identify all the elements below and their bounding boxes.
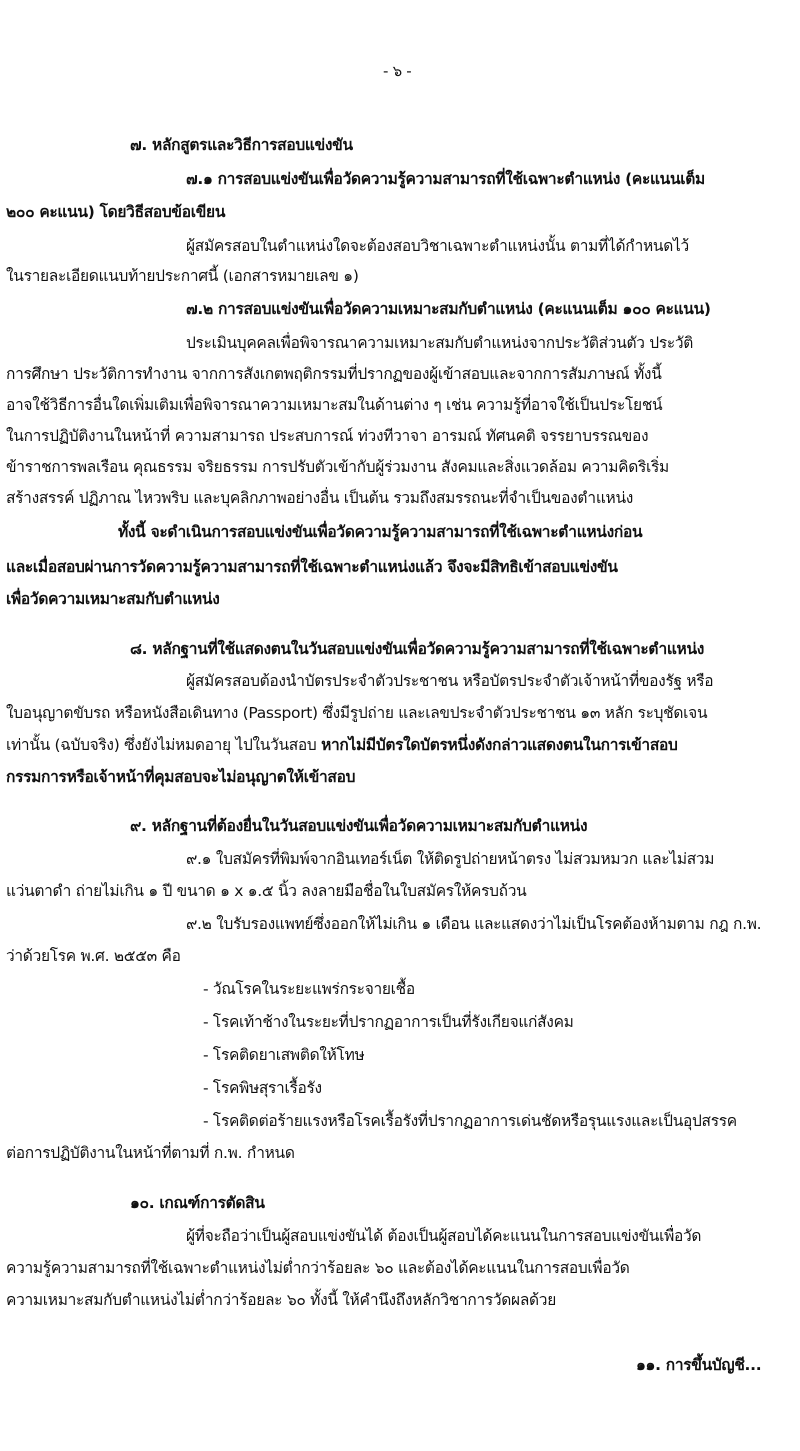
section-8-body-line-3 xyxy=(6,734,678,756)
page-number: - ๖ - xyxy=(383,62,412,80)
section-8-body-line: ใบอนุญาตขับรถ หรือหนังสือเดินทาง (Passport) ซึ่งมีรูปถ่าย และเลขประจำตัวประชาชน ๑๓ หลัก ระบุชัดเจน xyxy=(6,704,708,722)
disease-list-item: - โรคติดต่อร้ายแรงหรือโรคเรื้อรังที่ปรากฏอาการเด่นชัดหรือรุนแรงและเป็นอุปสรรค xyxy=(203,1112,737,1130)
disease-list-item: - โรคเท้าช้างในระยะที่ปรากฏอาการเป็นที่รังเกียจแก่สังคม xyxy=(203,1013,574,1031)
section-8-line-3-normal: เท่านั้น (ฉบับจริง) ซึ่งยังไม่หมดอายุ ไปในวันสอบ xyxy=(6,736,322,754)
section-7-1-body-line: ในรายละเอียดแนบท้ายประกาศนี้ (เอกสารหมายเลข ๑) xyxy=(6,267,359,285)
disease-list-item: - วัณโรคในระยะแพร่กระจายเชื้อ xyxy=(203,980,415,998)
disease-list-item: - โรคพิษสุราเรื้อรัง xyxy=(203,1079,322,1097)
section-10-heading: ๑๐. เกณฑ์การตัดสิน xyxy=(130,1194,265,1212)
section-7-note-line: เพื่อวัดความเหมาะสมกับตำแหน่ง xyxy=(6,590,220,608)
section-9-1-line: แว่นตาดำ ถ่ายไม่เกิน ๑ ปี ขนาด ๑ x ๑.๕ นิ้ว ลงลายมือชื่อในใบสมัครให้ครบถ้วน xyxy=(6,882,527,900)
section-7-1-heading: ๗.๑ การสอบแข่งขันเพื่อวัดความรู้ความสามารถที่ใช้เฉพาะตำแหน่ง (คะแนนเต็ม xyxy=(186,170,705,188)
section-7-note-line: ทั้งนี้ จะดำเนินการสอบแข่งขันเพื่อวัดความรู้ความสามารถที่ใช้เฉพาะตำแหน่งก่อน xyxy=(118,523,643,541)
disease-list-item-cont: ต่อการปฏิบัติงานในหน้าที่ตามที่ ก.พ. กำหนด xyxy=(6,1144,295,1162)
section-10-body-line: ความรู้ความสามารถที่ใช้เฉพาะตำแหน่งไม่ต่ำกว่าร้อยละ ๖๐ และต้องได้คะแนนในการสอบเพื่อวัด xyxy=(6,1259,630,1277)
section-8-heading: ๘. หลักฐานที่ใช้แสดงตนในวันสอบแข่งขันเพื่อวัดความรู้ความสามารถที่ใช้เฉพาะตำแหน่ง xyxy=(130,640,705,658)
section-7-2-body-line: อาจใช้วิธีการอื่นใดเพิ่มเติมเพื่อพิจารณาความเหมาะสมในด้านต่าง ๆ เช่น ความรู้ที่อาจใช้เป็นประโยชน์ xyxy=(6,396,663,414)
section-10-body-line: ผู้ที่จะถือว่าเป็นผู้สอบแข่งขันได้ ต้องเป็นผู้สอบได้คะแนนในการสอบแข่งขันเพื่อวัด xyxy=(186,1227,702,1245)
continuation-note: ๑๑. การขึ้นบัญชี... xyxy=(636,1356,762,1374)
section-7-note-line: และเมื่อสอบผ่านการวัดความรู้ความสามารถที่ใช้เฉพาะตำแหน่งแล้ว จึงจะมีสิทธิเข้าสอบแข่งขัน xyxy=(6,558,618,576)
section-9-1-line: ๙.๑ ใบสมัครที่พิมพ์จากอินเทอร์เน็ต ให้ติดรูปถ่ายหน้าตรง ไม่สวมหมวก และไม่สวม xyxy=(186,850,715,868)
section-7-2-body-line: ในการปฏิบัติงานในหน้าที่ ความสามารถ ประสบการณ์ ท่วงทีวาจา อารมณ์ ทัศนคติ จรรยาบรรณของ xyxy=(6,427,649,445)
section-7-2-body-line: สร้างสรรค์ ปฏิภาณ ไหวพริบ และบุคลิกภาพอย่างอื่น เป็นต้น รวมถึงสมรรถนะที่จำเป็นของตำแหน่ง xyxy=(6,489,634,507)
section-9-2-line: ๙.๒ ใบรับรองแพทย์ซึ่งออกให้ไม่เกิน ๑ เดือน และแสดงว่าไม่เป็นโรคต้องห้ามตาม กฎ ก.พ. xyxy=(186,915,762,933)
section-7-2-heading: ๗.๒ การสอบแข่งขันเพื่อวัดความเหมาะสมกับตำแหน่ง (คะแนนเต็ม ๑๐๐ คะแนน) xyxy=(186,300,711,318)
disease-list-item: - โรคติดยาเสพติดให้โทษ xyxy=(203,1046,365,1064)
section-7-2-body-line: ประเมินบุคคลเพื่อพิจารณาความเหมาะสมกับตำแหน่งจากประวัติส่วนตัว ประวัติ xyxy=(186,334,694,352)
section-8-body-line-4: กรรมการหรือเจ้าหน้าที่คุมสอบจะไม่อนุญาตให้เข้าสอบ xyxy=(6,768,356,786)
section-7-1-body-line: ผู้สมัครสอบในตำแหน่งใดจะต้องสอบวิชาเฉพาะตำแหน่งนั้น ตามที่ได้กำหนดไว้ xyxy=(186,237,689,255)
section-9-2-line: ว่าด้วยโรค พ.ศ. ๒๕๕๓ คือ xyxy=(6,947,181,965)
section-9-heading: ๙. หลักฐานที่ต้องยื่นในวันสอบแข่งขันเพื่อวัดความเหมาะสมกับตำแหน่ง xyxy=(130,817,588,835)
section-7-2-body-line: การศึกษา ประวัติการทำงาน จากการสังเกตพฤติกรรมที่ปรากฏของผู้เข้าสอบและจากการสัมภาษณ์ ทั้งนี้ xyxy=(6,365,662,383)
section-7-heading: ๗. หลักสูตรและวิธีการสอบแข่งขัน xyxy=(130,136,353,154)
section-7-2-body-line: ข้าราชการพลเรือน คุณธรรม จริยธรรม การปรับตัวเข้ากับผู้ร่วมงาน สังคมและสิ่งแวดล้อม ความคิดริเริ่ม xyxy=(6,458,669,476)
section-7-1-heading-cont: ๒๐๐ คะแนน) โดยวิธีสอบข้อเขียน xyxy=(6,203,226,221)
section-10-body-line: ความเหมาะสมกับตำแหน่งไม่ต่ำกว่าร้อยละ ๖๐ ทั้งนี้ ให้คำนึงถึงหลักวิชาการวัดผลด้วย xyxy=(6,1291,556,1309)
section-8-line-3-bold: หากไม่มีบัตรใดบัตรหนึ่งดังกล่าวแสดงตนในการเข้าสอบ xyxy=(321,736,678,754)
section-8-body-line: ผู้สมัครสอบต้องนำบัตรประจำตัวประชาชน หรือบัตรประจำตัวเจ้าหน้าที่ของรัฐ หรือ xyxy=(186,672,714,690)
